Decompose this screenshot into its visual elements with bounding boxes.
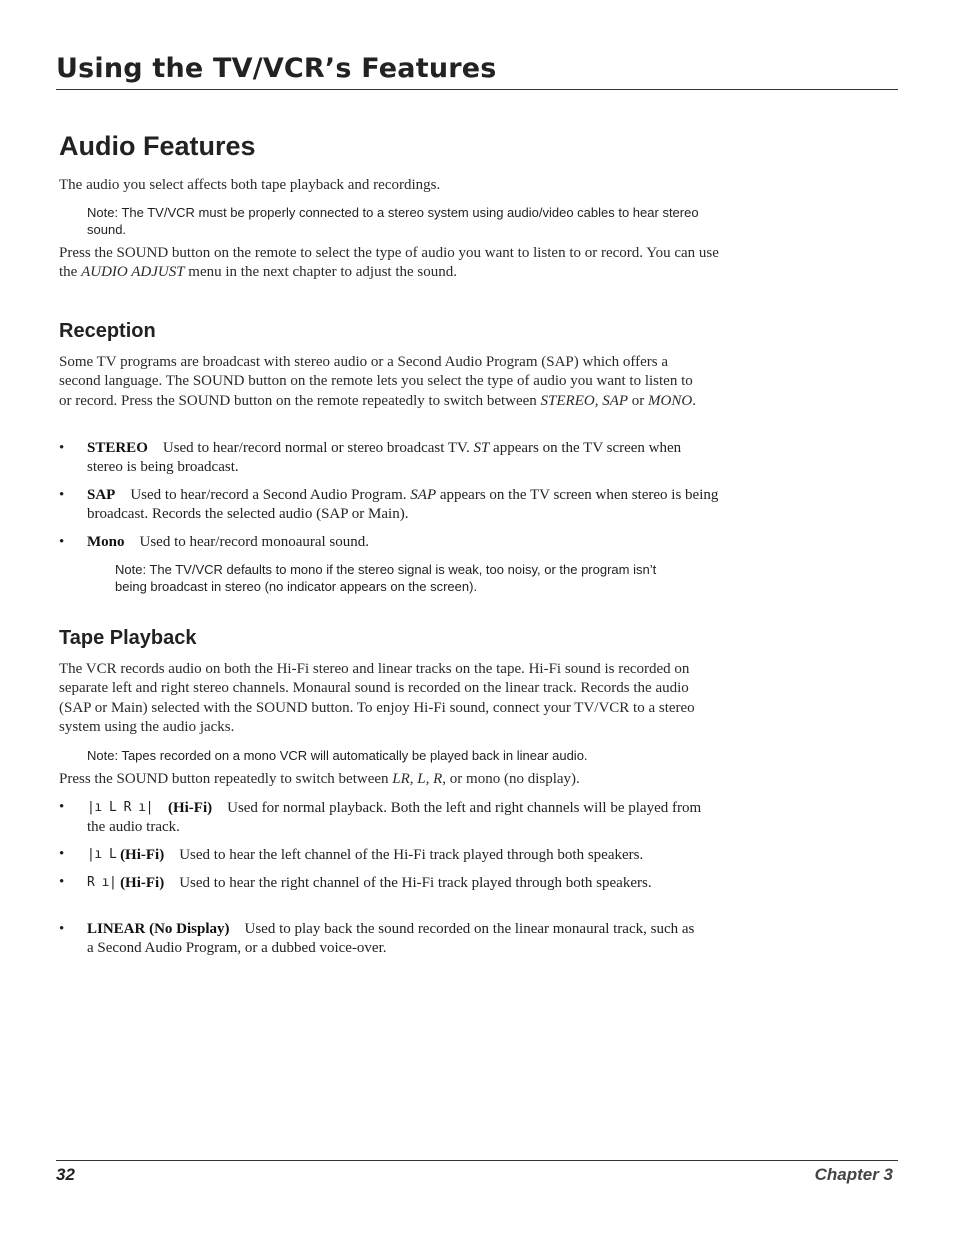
hifi-left-icon: |ı L bbox=[87, 847, 117, 862]
intro-paragraph-2: Press the SOUND button on the remote to select the type of audio you want to listen to or record. You can use the AUDIO ADJUST menu in the next chapter to adjust the sound. bbox=[59, 245, 719, 281]
page-number: 32 bbox=[56, 1165, 75, 1184]
list-item-sap: • SAP Used to hear/record a Second Audio Program. SAP appears on the TV screen when stereo is being broadcast. Records the selected audio (SAP or Main). bbox=[59, 487, 719, 523]
reception-heading: Reception bbox=[59, 320, 156, 342]
audio-adjust-menu-name: AUDIO ADJUST bbox=[81, 264, 185, 281]
chapter-label: Chapter 3 bbox=[814, 1165, 893, 1184]
list-item-hifi-l: • |ı L (Hi-Fi) Used to hear the left channel of the Hi-Fi track played through both speakers. bbox=[59, 846, 644, 863]
tape-playback-heading: Tape Playback bbox=[59, 627, 197, 649]
bullet-dot: • bbox=[59, 846, 65, 862]
list-item-mono: • Mono Used to hear/record monoaural sound. bbox=[59, 533, 719, 552]
bullet-dot: • bbox=[59, 921, 65, 937]
bullet-dot: • bbox=[59, 440, 65, 456]
intro-paragraph: The audio you select affects both tape playback and recordings. bbox=[59, 177, 441, 193]
bullet-dot: • bbox=[59, 487, 65, 503]
hifi-right-icon: R ı| bbox=[87, 875, 117, 890]
intro-note: Note: The TV/VCR must be properly connected to a stereo system using audio/video cables to hear stereo sound. bbox=[87, 205, 699, 237]
page-header bbox=[56, 52, 898, 90]
hifi-lr-icon: |ı L R ı| bbox=[87, 800, 153, 815]
reception-note: Note: The TV/VCR defaults to mono if the stereo signal is weak, too noisy, or the program isn’t being broadcast in stereo (no indicator appears on the screen). bbox=[115, 562, 657, 594]
page-footer bbox=[56, 1160, 898, 1191]
list-item-hifi-lr: • |ı L R ı| (Hi-Fi) Used for normal playback. Both the left and right channels will be played from the audio track. bbox=[59, 799, 702, 836]
tape-paragraph-2: Press the SOUND button repeatedly to switch between LR, L, R, or mono (no display). bbox=[59, 771, 580, 787]
list-item-hifi-r: • R ı| (Hi-Fi) Used to hear the right channel of the Hi-Fi track played through both speakers. bbox=[59, 874, 652, 891]
bullet-dot: • bbox=[59, 874, 65, 890]
bullet-dot: • bbox=[59, 534, 65, 550]
reception-paragraph: Some TV programs are broadcast with stereo audio or a Second Audio Program (SAP) which offers a second language. The SOUND button on the remote lets you select the type of audio you want to listen to or record. Press the SOUND button on the remote repeatedly to switch between STEREO, SAP or MONO. bbox=[59, 354, 696, 409]
tape-note: Note: Tapes recorded on a mono VCR will automatically be played back in linear audio. bbox=[87, 748, 588, 763]
list-item-linear: • LINEAR (No Display) Used to play back the sound recorded on the linear monaural track, such as a Second Audio Program, or a dubbed voice-over. bbox=[59, 921, 695, 957]
tape-paragraph: The VCR records audio on both the Hi-Fi stereo and linear tracks on the tape. Hi-Fi sound is recorded on separate left and right stereo channels. Monaural sound is recorded on the linear track. Records the audio (SAP or Main) selected with the SOUND button. To enjoy Hi-Fi sound, connect your TV/VCR to a stereo system using the audio jacks. bbox=[59, 661, 695, 735]
section-title: Audio Features bbox=[59, 131, 256, 161]
header-title: Using the TV/VCR’s Features bbox=[56, 53, 497, 84]
list-item-stereo: • STEREO Used to hear/record normal or stereo broadcast TV. ST appears on the TV screen when stereo is being broadcast. bbox=[59, 440, 682, 476]
bullet-dot: • bbox=[59, 799, 65, 815]
